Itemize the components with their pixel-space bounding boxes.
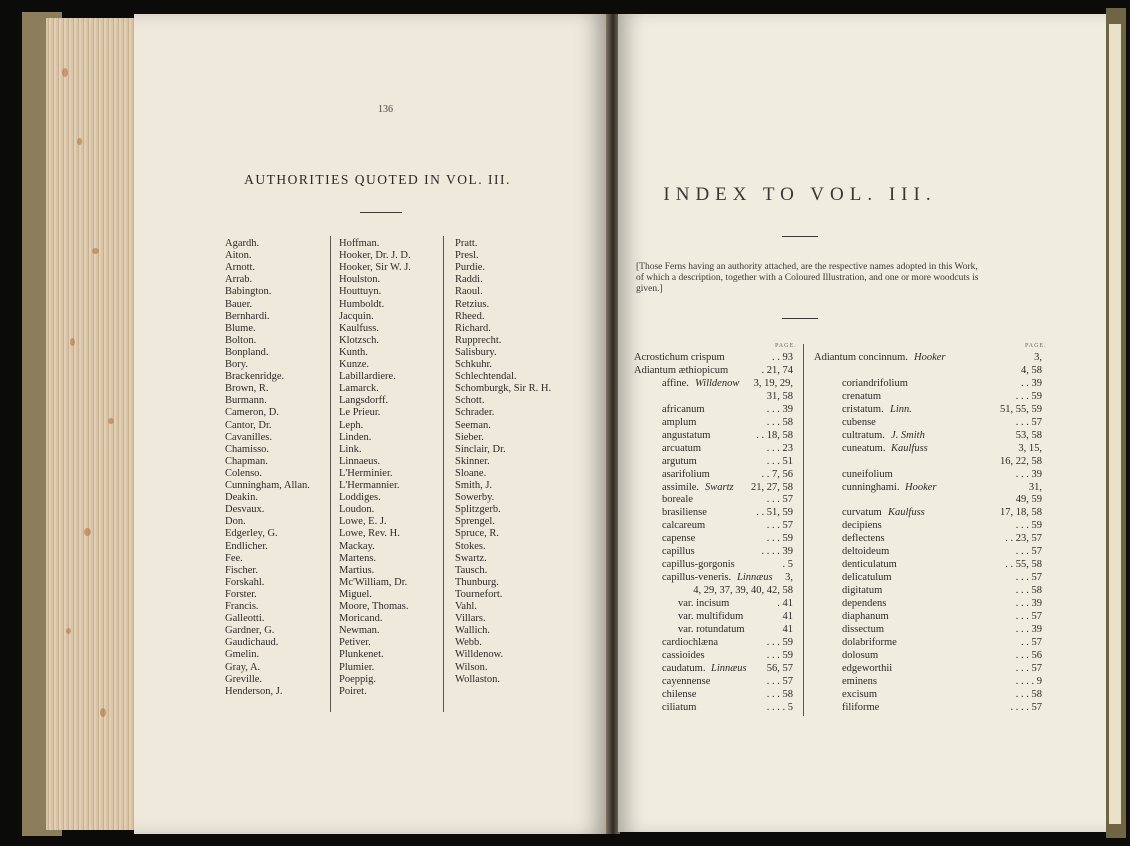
- authority-name: Cunningham, Allan.: [225, 480, 310, 491]
- authority-name: Houlston.: [339, 274, 381, 286]
- entry-authority: Willdenow: [695, 377, 740, 389]
- authority-name: Raddi.: [455, 274, 483, 286]
- entry-name: Adiantum concinnum.: [814, 352, 908, 363]
- open-book: [22, 8, 1122, 840]
- authority-name: Lamarck.: [339, 383, 379, 395]
- entry-pages: . . . 57: [1015, 416, 1042, 428]
- authority-name: Babington.: [225, 286, 272, 298]
- page-column-label: PAGE.: [775, 343, 797, 349]
- authority-name: Schkuhr.: [455, 359, 493, 370]
- entry-pages: . . 93: [772, 352, 793, 363]
- authority-name: Newman.: [339, 625, 380, 637]
- entry-pages: 4, 58: [1021, 364, 1042, 376]
- entry-name: var. rotundatum: [678, 623, 745, 635]
- entry-authority: J. Smith: [891, 429, 925, 441]
- entry-pages: 16, 22, 58: [1000, 455, 1042, 467]
- entry-name: angustatum: [662, 429, 711, 441]
- entry-pages: . . . 59: [766, 649, 793, 661]
- authority-name: Cantor, Dr.: [225, 419, 272, 431]
- entry-pages: . 5: [782, 559, 793, 571]
- entry-pages: . . 51, 59: [756, 507, 793, 519]
- authority-name: Francis.: [225, 601, 259, 612]
- authority-name: Schrader.: [455, 407, 495, 419]
- authority-name: Poeppig.: [339, 673, 377, 685]
- entry-name: eminens: [842, 675, 877, 687]
- authority-name: Raoul.: [455, 286, 483, 298]
- entry-pages: . . . 51: [766, 455, 793, 467]
- entry-name: crenatum: [842, 390, 882, 402]
- heading-rule: [782, 236, 818, 237]
- authority-name: Thunburg.: [455, 576, 499, 588]
- authority-name: Miguel.: [339, 588, 372, 600]
- authority-name: Forskahl.: [225, 576, 265, 588]
- authority-name: Petiver.: [339, 637, 371, 649]
- entry-pages: 41: [782, 611, 793, 622]
- authority-name: Le Prieur.: [339, 407, 381, 419]
- entry-pages: . . . 57: [766, 494, 793, 506]
- entry-name: Adiantum æthiopicum: [634, 364, 729, 376]
- entry-name: diaphanum: [842, 611, 889, 622]
- entry-authority: Swartz: [705, 481, 734, 493]
- entry-authority: Linnæus: [711, 662, 747, 674]
- authority-name: Brown, R.: [225, 383, 269, 395]
- authority-name: Hooker, Sir W. J.: [339, 262, 411, 274]
- entry-authority: Kaulfuss: [888, 507, 925, 519]
- entry-pages: 41: [782, 623, 793, 635]
- entry-name: cassioides: [662, 649, 705, 661]
- entry-name: capense: [662, 533, 696, 545]
- authority-name: Plumier.: [339, 661, 375, 673]
- entry-name: boreale: [662, 494, 693, 506]
- entry-pages: . . . 57: [1015, 662, 1042, 674]
- entry-name: cuneifolium: [842, 468, 893, 480]
- entry-name: excisum: [842, 688, 877, 700]
- authority-name: Cavanilles.: [225, 431, 272, 443]
- entry-pages: . . . 23: [766, 442, 793, 454]
- authority-name: Don.: [225, 516, 246, 528]
- entry-pages: . 21, 74: [761, 364, 793, 376]
- entry-authority: Hooker: [914, 352, 946, 363]
- entry-authority: Linn.: [890, 403, 912, 415]
- column-divider: [443, 236, 444, 712]
- authority-name: Lowe, E. J.: [339, 516, 387, 528]
- authority-name: Pratt.: [455, 238, 478, 249]
- entry-pages: . . 39: [1021, 377, 1042, 389]
- authority-name: Splitzgerb.: [455, 504, 501, 516]
- heading-rule: [360, 212, 402, 213]
- authority-name: Hoffman.: [339, 238, 380, 249]
- entry-pages: . . 7, 56: [761, 468, 793, 480]
- index-note: [Those Ferns having an authority attached, are the respective names adopted in this Work, of which a description, together with a Coloured Illustration, and one or more woodcuts is given.]: [636, 262, 979, 294]
- entry-pages: . . . 56: [1015, 649, 1042, 661]
- left-page: [134, 14, 608, 834]
- authority-name: Smith, J.: [455, 480, 493, 491]
- entry-name: dissectum: [842, 623, 884, 635]
- entry-name: var. multifidum: [678, 611, 744, 622]
- authority-name: Webb.: [455, 637, 482, 649]
- entry-pages: . . . 58: [766, 688, 793, 700]
- entry-name: delicatulum: [842, 572, 892, 584]
- authority-name: Deakin.: [225, 492, 258, 504]
- authority-name: Moricand.: [339, 613, 383, 625]
- entry-pages: . . . 58: [766, 416, 793, 428]
- page-number: 136: [378, 104, 393, 115]
- authority-name: Schott.: [455, 395, 485, 407]
- authority-name: Sieber.: [455, 431, 484, 443]
- authority-name: L'Hermannier.: [339, 480, 400, 491]
- authority-name: Chamisso.: [225, 443, 270, 455]
- authority-name: Rupprecht.: [455, 334, 502, 346]
- authority-name: Greville.: [225, 673, 263, 685]
- entry-pages: 21, 27, 58: [751, 481, 793, 493]
- authorities-heading: AUTHORITIES QUOTED IN VOL. III.: [244, 172, 511, 187]
- entry-pages: . . . 39: [1015, 468, 1042, 480]
- authority-name: Wallich.: [455, 625, 491, 637]
- authority-name: Tausch.: [455, 564, 488, 576]
- book-cover-right: [1106, 8, 1126, 838]
- authority-name: Salisbury.: [455, 346, 497, 358]
- authority-name: Bolton.: [225, 334, 257, 346]
- entry-name: argutum: [662, 455, 697, 467]
- authority-name: Henderson, J.: [225, 685, 283, 697]
- entry-pages: . 41: [777, 598, 793, 610]
- authority-name: Jacquin.: [339, 310, 374, 322]
- entry-pages: . . 55, 58: [1005, 559, 1042, 571]
- entry-name: digitatum: [842, 585, 883, 597]
- authority-name: Cameron, D.: [225, 407, 279, 419]
- authority-name: Chapman.: [225, 455, 268, 467]
- entry-pages: . . . . 9: [1015, 675, 1042, 687]
- authority-name: Richard.: [455, 322, 491, 334]
- entry-name: arcuatum: [662, 442, 702, 454]
- entry-pages: . . 57: [1021, 636, 1042, 648]
- authority-name: Kunth.: [339, 346, 368, 358]
- entry-name: chilense: [662, 688, 697, 700]
- authority-name: Willdenow.: [455, 649, 504, 661]
- entry-name: cultratum.: [842, 429, 885, 441]
- entry-pages: . . . 39: [1015, 598, 1042, 610]
- authority-name: Bonpland.: [225, 346, 269, 358]
- entry-name: calcareum: [662, 520, 706, 532]
- entry-pages: 3, 15,: [1018, 442, 1042, 454]
- authority-name: Fee.: [225, 552, 243, 564]
- index-column-divider: [803, 344, 804, 716]
- entry-pages: . . . 59: [766, 636, 793, 648]
- note-rule: [782, 318, 818, 319]
- authority-name: Retzius.: [455, 298, 490, 310]
- authority-name: Presl.: [455, 250, 479, 262]
- entry-name: assimile.: [662, 481, 700, 493]
- authority-name: Wollaston.: [455, 673, 500, 685]
- authority-name: Rheed.: [455, 310, 485, 322]
- authority-name: Linnaeus.: [339, 455, 381, 467]
- authority-name: Hooker, Dr. J. D.: [339, 250, 411, 262]
- authority-name: Gmelin.: [225, 649, 260, 661]
- entry-name: capillus-veneris.: [662, 572, 732, 584]
- authority-name: Brackenridge.: [225, 371, 285, 383]
- entry-pages: 3,: [785, 572, 793, 584]
- entry-pages: 31,: [1028, 481, 1042, 493]
- entry-name: dolosum: [842, 649, 879, 661]
- authority-name: Purdie.: [455, 262, 486, 274]
- entry-name: ciliatum: [662, 701, 697, 713]
- entry-pages: . . . 58: [1015, 688, 1042, 700]
- authority-name: Edgerley, G.: [225, 528, 278, 540]
- authority-name: Martens.: [339, 552, 377, 564]
- authority-name: Schomburgk, Sir R. H.: [455, 383, 552, 395]
- entry-name: cardiochlæna: [662, 636, 718, 648]
- entry-authority: Kaulfuss: [891, 442, 928, 454]
- authority-name: Kaulfuss.: [339, 322, 379, 334]
- authority-name: Houttuyn.: [339, 286, 382, 298]
- entry-name: curvatum: [842, 507, 882, 519]
- entry-authority: Linnæus: [737, 572, 773, 584]
- entry-pages: 49, 59: [1015, 494, 1042, 506]
- column-divider: [330, 236, 331, 712]
- authority-name: Sinclair, Dr.: [455, 443, 506, 455]
- entry-name: capillus: [662, 546, 695, 558]
- authority-name: Lowe, Rev. H.: [339, 528, 400, 540]
- entry-pages: . . . 57: [766, 520, 793, 532]
- authority-name: Endlicher.: [225, 540, 268, 552]
- authority-name: Colenso.: [225, 467, 263, 479]
- entry-pages: 56, 57: [766, 662, 793, 674]
- entry-pages: . . . . 57: [1010, 701, 1042, 713]
- authority-name: Bory.: [225, 359, 248, 370]
- entry-name: deltoideum: [842, 546, 890, 558]
- authority-name: Mc'William, Dr.: [339, 576, 408, 588]
- entry-pages: . . 18, 58: [756, 429, 793, 441]
- entry-name: edgeworthii: [842, 662, 893, 674]
- authority-name: Schlechtendal.: [455, 371, 517, 383]
- authority-name: Seeman.: [455, 419, 491, 431]
- entry-pages: 3, 19, 29,: [753, 377, 793, 389]
- entry-pages: . . . 39: [1015, 623, 1042, 635]
- entry-name: coriandrifolium: [842, 377, 908, 389]
- authority-name: Sprengel.: [455, 516, 495, 528]
- index-heading: INDEX TO VOL. III.: [663, 184, 937, 205]
- authority-name: Loudon.: [339, 504, 375, 516]
- authority-name: Agardh.: [225, 238, 260, 249]
- entry-pages: 3,: [1034, 352, 1042, 363]
- authority-name: Forster.: [225, 588, 257, 600]
- entry-pages: . . . 59: [1015, 390, 1042, 402]
- entry-name: Acrostichum crispum: [634, 352, 725, 363]
- entry-name: var. incisum: [678, 598, 730, 610]
- entry-name: cristatum.: [842, 403, 884, 415]
- entry-name: caudatum.: [662, 662, 706, 674]
- authority-name: Fischer.: [225, 564, 258, 576]
- authority-name: Labillardiere.: [339, 371, 396, 383]
- entry-name: africanum: [662, 403, 705, 415]
- entry-pages: . . . 57: [766, 675, 793, 687]
- authority-name: Humboldt.: [339, 298, 385, 310]
- entry-name: dependens: [842, 598, 887, 610]
- entry-pages: . . . 59: [766, 533, 793, 545]
- authority-name: Poiret.: [339, 685, 367, 697]
- entry-name: capillus-gorgonis: [662, 559, 735, 571]
- authority-name: Bauer.: [225, 298, 253, 310]
- entry-authority: Hooker: [905, 481, 937, 493]
- authority-name: Gray, A.: [225, 661, 261, 673]
- authority-name: Desvaux.: [225, 504, 265, 516]
- authority-name: Stokes.: [455, 540, 486, 552]
- entry-name: dolabriforme: [842, 636, 897, 648]
- entry-pages: . . . 57: [1015, 611, 1042, 622]
- entry-pages: . . . 59: [1015, 520, 1042, 532]
- entry-pages: 4, 29, 37, 39, 40, 42, 58: [693, 585, 793, 597]
- authority-name: Gaudichaud.: [225, 637, 279, 649]
- entry-name: asarifolium: [662, 468, 710, 480]
- entry-pages: . . . 39: [766, 403, 793, 415]
- entry-name: decipiens: [842, 520, 882, 532]
- authority-name: Mackay.: [339, 540, 375, 552]
- authority-name: Leph.: [339, 419, 364, 431]
- entry-name: affine.: [662, 377, 689, 389]
- authority-name: Skinner.: [455, 455, 490, 467]
- entry-name: cayennense: [662, 675, 711, 687]
- authority-name: Blume.: [225, 322, 256, 334]
- authority-name: Kunze.: [339, 359, 370, 370]
- entry-pages: 17, 18, 58: [1000, 507, 1042, 519]
- authority-name: Burmann.: [225, 395, 267, 407]
- authority-name: Langsdorff.: [339, 395, 389, 407]
- entry-pages: . . . 57: [1015, 546, 1042, 558]
- authority-name: Aiton.: [225, 250, 252, 262]
- authority-name: Loddiges.: [339, 492, 381, 504]
- authority-name: Sowerby.: [455, 492, 495, 504]
- authority-name: Link.: [339, 443, 362, 455]
- authority-name: Martius.: [339, 564, 375, 576]
- page-edges: [46, 18, 136, 830]
- entry-name: amplum: [662, 416, 697, 428]
- entry-name: brasiliense: [662, 507, 707, 519]
- authority-name: Swartz.: [455, 552, 487, 564]
- entry-name: cubense: [842, 416, 876, 428]
- authority-name: Vahl.: [455, 601, 477, 612]
- authority-name: Wilson.: [455, 661, 488, 673]
- entry-pages: . . . 58: [1015, 585, 1042, 597]
- entry-pages: 51, 55, 59: [1000, 403, 1042, 415]
- authority-name: Moore, Thomas.: [339, 601, 409, 612]
- authority-name: Arnott.: [225, 262, 256, 274]
- authority-name: Galleotti.: [225, 613, 265, 625]
- authority-name: Bernhardi.: [225, 310, 270, 322]
- entry-pages: 31, 58: [766, 390, 793, 402]
- authority-name: Klotzsch.: [339, 334, 379, 346]
- authority-name: Sloane.: [455, 467, 487, 479]
- authority-name: Plunkenet.: [339, 649, 384, 661]
- entry-pages: . . . . 5: [766, 701, 793, 713]
- entry-name: deflectens: [842, 533, 885, 545]
- entry-name: cunninghami.: [842, 481, 900, 493]
- authority-name: L'Herminier.: [339, 467, 393, 479]
- authority-name: Gardner, G.: [225, 625, 275, 637]
- authority-name: Tournefort.: [455, 588, 503, 600]
- entry-pages: . . . . 39: [761, 546, 793, 558]
- entry-name: filiforme: [842, 701, 880, 713]
- page-column-label: PAGE.: [1025, 343, 1047, 349]
- entry-name: denticulatum: [842, 559, 897, 571]
- entry-pages: . . . 57: [1015, 572, 1042, 584]
- entry-pages: . . 23, 57: [1005, 533, 1042, 545]
- authority-name: Linden.: [339, 431, 372, 443]
- authority-name: Spruce, R.: [455, 528, 500, 540]
- entry-pages: 53, 58: [1015, 429, 1042, 441]
- authority-name: Villars.: [455, 613, 486, 625]
- authority-name: Arrab.: [225, 274, 253, 286]
- entry-name: cuneatum.: [842, 442, 886, 454]
